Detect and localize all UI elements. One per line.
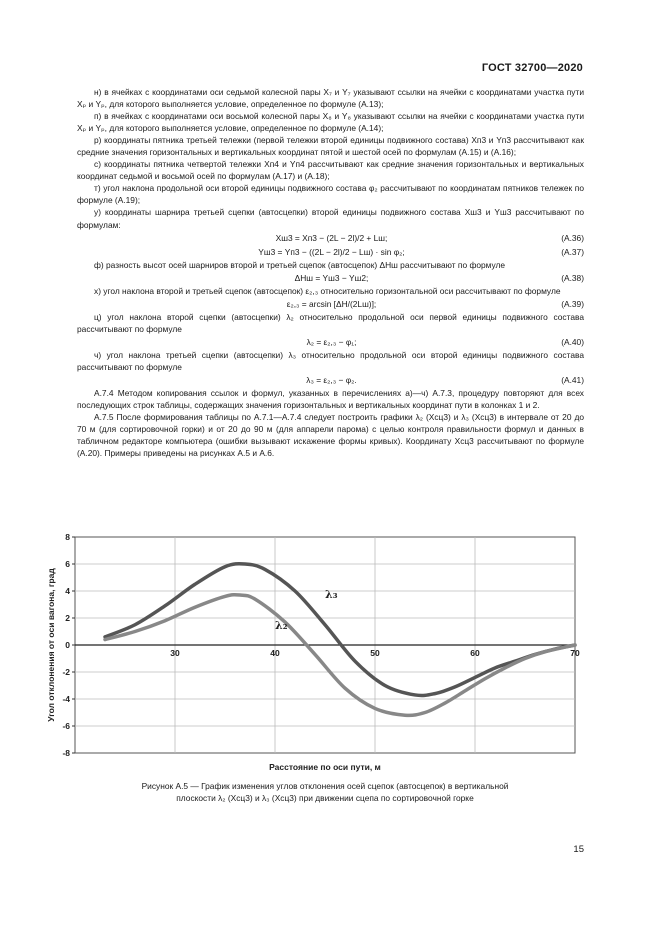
paragraph-r: р) координаты пятника третьей тележки (первой тележки второй единицы подвижного состава) Xп3 и Yп3 рассчитывают как средние значения горизонтальных и вертикальных координат пятой и шестой осей по формулам (А.15) и (А.16); [77,135,584,158]
formula-number: (А.40) [561,336,584,347]
figure-caption [95,780,555,804]
paragraph-h: х) угол наклона второй и третьей сцепок (автосцепок) ε₂,₃ относительно горизонтальной оси рассчитывают по формуле [94,285,561,296]
paragraph-t: т) угол наклона продольной оси второй единицы подвижного состава φ₂ рассчитывают по координатам пятников тележек по формуле (А.19); [77,183,584,206]
formula-a41 [77,373,584,387]
x-tick-label: 30 [170,648,180,658]
paragraph-u: у) координаты шарнира третьей сцепки (автосцепки) второй единицы подвижного состава Xш3 и Yш3 рассчитывают по формулам: [77,207,584,230]
y-axis-title: Угол отклонения от оси вагона, град [46,568,56,722]
y-tick-label: -8 [62,748,70,758]
y-tick-label: 2 [65,613,70,623]
x-tick-label: 40 [270,648,280,658]
caption-line-2: плоскости λ₂ (Xсц3) и λ₃ (Xсц3) при движении сцепа по сортировочной горке [176,793,474,803]
formula-a39 [77,297,584,311]
formula-number: (А.36) [561,232,584,243]
x-axis-title: Расстояние по оси пути, м [269,762,381,772]
paragraph-a75: А.7.5 После формирования таблицы по А.7.1—А.7.4 следует построить графики λ₂ (Xсц3) и λ₃ (Xсц3) в интервале от 20 до 70 м (для сортировочной горки) и от 20 до 90 м (для аппарели парома) с целью контроля правильности формул и данных в табличном редакторе компьютера (ошибки вызывают искажение формы кривых). Координату Xсц3 рассчитывают по формуле (А.20). Примеры приведены на рисунках А.5 и А.6. [77,411,584,459]
paragraph-f: ф) разность высот осей шарниров второй и третьей сцепок (автосцепок) ΔHш рассчитывают по формуле [94,259,506,270]
y-tick-label: 0 [65,640,70,650]
formula-number: (А.41) [561,374,584,385]
formula-a37 [77,245,584,259]
body-text [77,86,584,459]
x-tick-label: 50 [370,648,380,658]
formula-a36 [77,231,584,245]
page-number: 15 [573,844,584,855]
y-tick-label: -6 [62,721,70,731]
formula-expression: ΔHш = Yш3 − Yш2; [294,272,369,283]
paragraph-ch: ч) угол наклона третьей сцепки (автосцепки) λ₃ относительно продольной оси второй единицы подвижного состава рассчитывают по формуле [77,349,584,372]
formula-a40 [77,335,584,349]
formula-expression: λ₂ = ε₂,₃ − φ₁; [306,336,357,347]
paragraph-o: п) в ячейках с координатами оси восьмой колесной пары X₈ и Y₈ указывают ссылки на ячейки с координатами участка пути Xₚ и Yₚ, для которого выполняется условие, определенное по формуле (А.14); [77,111,584,134]
y-tick-label: -4 [62,694,70,704]
formula-number: (А.39) [561,298,584,309]
caption-line-1: Рисунок А.5 — График изменения углов отклонения осей сцепок (автосцепок) в вертикальной [141,781,509,791]
formula-expression: Yш3 = Yп3 − ((2L − 2l)/2 − Lш) · sin φ₂; [258,246,405,257]
y-tick-label: 8 [65,532,70,542]
paragraph-n: н) в ячейках с координатами оси седьмой колесной пары X₇ и Y₇ указывают ссылки на ячейки с координатами участка пути Xₚ и Yₚ, для которого выполняется условие, определенное по формуле (А.13); [77,87,584,110]
formula-number: (А.38) [561,272,584,283]
formula-a38 [77,271,584,285]
x-tick-label: 60 [470,648,480,658]
formula-expression: ε₂,₃ = arcsin [ΔH/(2Lш)]; [286,298,377,309]
document-number: ГОСТ 32700—2020 [481,62,583,74]
formula-expression: λ₃ = ε₂,₃ − φ₂. [306,374,357,385]
paragraph-s: с) координаты пятника четвертой тележки Xп4 и Yп4 рассчитывают как средние значения горизонтальных и вертикальных координат седьмой и восьмой осей по формулам (А.17) и (А.18); [77,159,584,182]
formula-expression: Xш3 = Xп3 − (2L − 2l)/2 + Lш; [275,232,388,243]
series-label-lambda2: λ₂ [275,618,288,632]
formula-number: (А.37) [561,246,584,257]
y-tick-label: 4 [65,586,70,596]
series-label-lambda3: λ₃ [325,587,338,601]
paragraph-c: ц) угол наклона второй сцепки (автосцепки) λ₂ относительно продольной оси первой единицы подвижного состава рассчитывают по формуле [77,311,584,334]
x-tick-label: 70 [570,648,580,658]
deflection-chart [40,530,590,772]
y-tick-label: -2 [62,667,70,677]
y-tick-label: 6 [65,559,70,569]
paragraph-a74: А.7.4 Методом копирования ссылок и формул, указанных в перечислениях а)—ч) А.7.3, процедуру повторяют для всех последующих строк таблицы, содержащих значения горизонтальных и вертикальных координат пути в колонках 1 и 2. [77,387,584,410]
